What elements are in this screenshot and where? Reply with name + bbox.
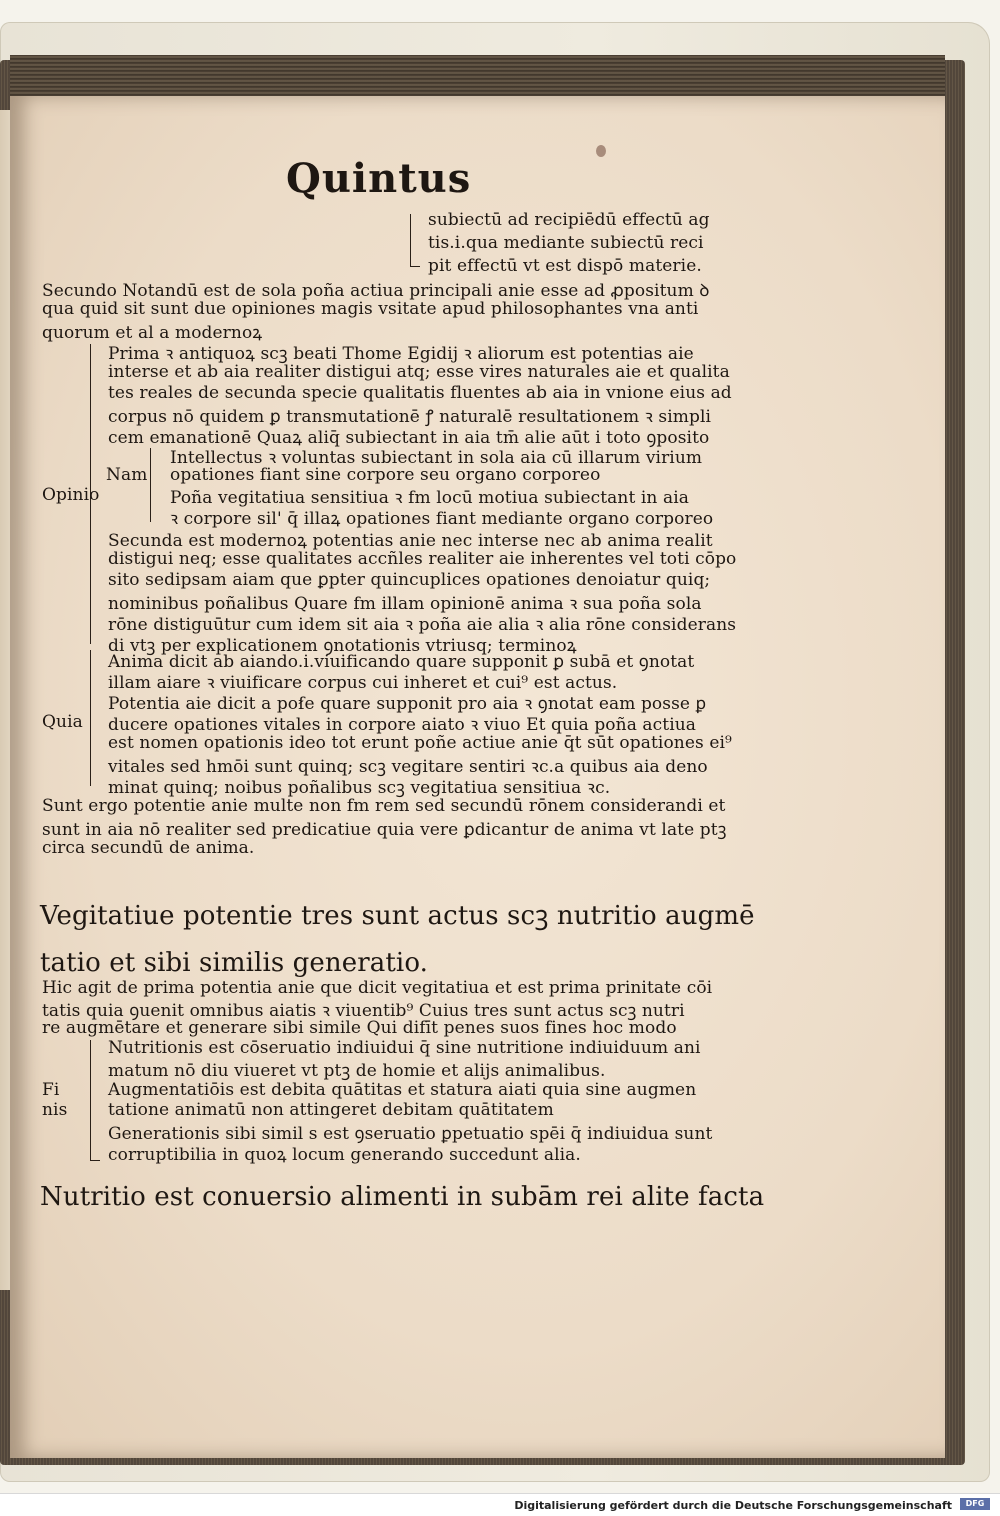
text-line: rōne distiguūtur cum idem sit aia ꝛ poña aie alia ꝛ alia rōne considerans bbox=[108, 615, 737, 635]
text-line: Secunda est modernoꝝ potentias anie nec interse nec ab anima realit bbox=[108, 531, 713, 551]
text-line: cem emanationē Quaꝝ aliq̄ subiectant in aia tm̄ alie aūt i toto ꝯposito bbox=[108, 428, 710, 448]
text-line: re augmētare et generare sibi simile Qui difīt penes suos fines hoc modo bbox=[42, 1018, 677, 1038]
large-text-line: Nutritio est conuersio alimenti in subām rei alite facta bbox=[40, 1182, 765, 1212]
quia-label: Quia bbox=[42, 712, 83, 732]
dfg-logo: DFG bbox=[960, 1498, 990, 1510]
text-line: Poña vegitatiua sensitiua ꝛ fm locū motiua subiectant in aia bbox=[170, 488, 689, 508]
footer-bar bbox=[0, 1493, 1000, 1516]
text-line: qua quid sit sunt due opiniones magis vsitate apud philosophantes vna anti bbox=[42, 299, 699, 319]
text-line: distigui neq; esse qualitates accñles realiter aie inherentes vel toti cōpo bbox=[108, 549, 737, 569]
bracket-end bbox=[410, 266, 420, 267]
text-line: vitales sed hmōi sunt quinq; scꝫ vegitare sentiri ꝛc.a quibus aia deno bbox=[108, 757, 708, 777]
text-line: corpus nō quidem ꝑ transmutationē ꝭ naturalē resultationem ꝛ simpli bbox=[108, 407, 712, 427]
footer-credit: Digitalisierung gefördert durch die Deutsche Forschungsgemeinschaft bbox=[514, 1499, 952, 1512]
text-line: opationes fiant sine corpore seu organo corporeo bbox=[170, 465, 601, 485]
text-line: tis.i.qua mediante subiectū reci bbox=[428, 233, 704, 253]
text-line: tatione animatū non attingeret debitam quātitatem bbox=[108, 1100, 554, 1120]
text-line: Secundo Notandū est de sola poña actiua principali anie esse ad ꝓpositum ꝺ bbox=[42, 281, 710, 301]
bracket-end bbox=[90, 1160, 100, 1161]
bracket bbox=[410, 214, 411, 266]
ink-spot bbox=[596, 145, 606, 157]
large-text-line: Vegitatiue potentie tres sunt actus scꝫ nutritio augmē bbox=[40, 901, 755, 931]
text-line: quorum et al a modernoꝝ bbox=[42, 323, 263, 343]
nam-label: Nam bbox=[106, 465, 148, 485]
text-line: circa secundū de anima. bbox=[42, 838, 255, 858]
text-line: Hic agit de prima potentia anie que dicit vegitatiua et est prima prinitate cōi bbox=[42, 978, 713, 998]
text-line: sito sedipsam aiam que ꝑpter quincuplices opationes denoiatur quiq; bbox=[108, 570, 711, 590]
text-line: Augmentatiōis est debita quātitas et statura aiati quia sine augmen bbox=[108, 1080, 697, 1100]
text-line: sunt in aia nō realiter sed predicatiue quia vere ꝑdicantur de anima vt late ptꝫ bbox=[42, 820, 727, 840]
finis-label: Fi bbox=[42, 1080, 60, 1100]
text-line: Potentia aie dicit a poẜe quare supponit pro aia ꝛ ꝯnotat eam posse ꝑ bbox=[108, 694, 707, 714]
quia-bracket bbox=[90, 650, 91, 786]
page-edge-top bbox=[10, 55, 945, 100]
large-text-line: tatio et sibi similis generatio. bbox=[40, 948, 428, 978]
text-line: minat quinq; noibus poñalibus scꝫ vegitatiua sensitiua ꝛc. bbox=[108, 778, 611, 798]
text-line: matum nō diu viueret vt ptꝫ de homie et alijs animalibus. bbox=[108, 1061, 606, 1081]
page-heading: Quintus bbox=[286, 155, 472, 202]
text-line: Anima dicit ab aiando.i.viuificando quare supponit ꝑ subā et ꝯnotat bbox=[108, 652, 695, 672]
finis-label: nis bbox=[42, 1100, 68, 1120]
text-line: interse et ab aia realiter distigui atq; esse vires naturales aie et qualita bbox=[108, 362, 730, 382]
text-line: nominibus poñalibus Quare fm illam opinionē anima ꝛ sua poña sola bbox=[108, 594, 702, 614]
nam-bracket bbox=[150, 448, 151, 522]
text-line: Prima ꝛ antiquoꝝ scꝫ beati Thome Egidij ꝛ aliorum est potentias aie bbox=[108, 344, 694, 364]
text-line: ducere opationes vitales in corpore aiato ꝛ viuo Et quia poña actiua bbox=[108, 715, 697, 735]
text-line: di vtꝫ per explicationem ꝯnotationis vtriusq; terminoꝝ bbox=[108, 636, 577, 656]
text-line: est nomen opationis ideo tot erunt poñe actiue anie q̄t sūt opationes ei⁹ bbox=[108, 733, 732, 753]
text-line: Intellectus ꝛ voluntas subiectant in sola aia cū illarum virium bbox=[170, 448, 703, 468]
text-line: illam aiare ꝛ viuificare corpus cui inheret et cui⁹ est actus. bbox=[108, 673, 618, 693]
text-line: pit effectū vt est dispō materie. bbox=[428, 256, 702, 276]
finis-bracket bbox=[90, 1040, 91, 1160]
text-line: corruptibilia in quoꝝ locum generando succedunt alia. bbox=[108, 1145, 581, 1165]
text-line: Sunt ergo potentie anie multe non fm rem sed secundū rōnem considerandi et bbox=[42, 796, 726, 816]
text-line: ꝛ corpore sil' q̄ illaꝝ opationes fiant mediante organo corporeo bbox=[170, 509, 714, 529]
text-line: Nutritionis est cōseruatio indiuidui q̄ sine nutritione indiuiduum ani bbox=[108, 1038, 701, 1058]
text-line: tatis quia ꝯuenit omnibus aiatis ꝛ viuentib⁹ Cuius tres sunt actus scꝫ nutri bbox=[42, 1001, 685, 1021]
opinio-label: Opinio bbox=[42, 485, 100, 505]
text-line: Generationis sibi simil s est ꝯseruatio ꝑpetuatio spēi q̄ indiuidua sunt bbox=[108, 1124, 713, 1144]
text-line: tes reales de secunda specie qualitatis fluentes ab aia in vnione eius ad bbox=[108, 383, 732, 403]
text-line: subiectū ad recipiēdū effectū ag bbox=[428, 210, 710, 230]
